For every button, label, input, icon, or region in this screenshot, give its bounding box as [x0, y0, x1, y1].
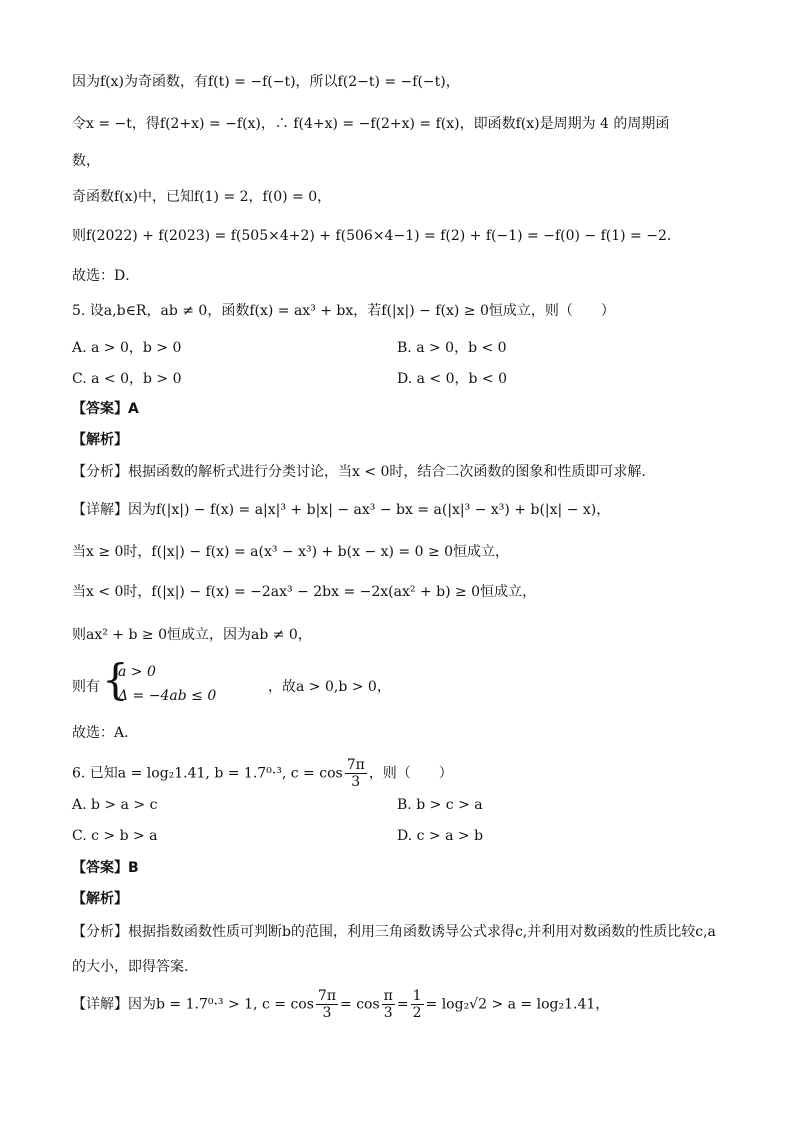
detail-mid: = cos	[340, 996, 380, 1013]
q6-tail: ，则（ ）	[368, 765, 453, 782]
system-label: 则有	[72, 679, 100, 695]
fraction	[345, 757, 367, 790]
question-6	[72, 757, 453, 790]
text-line: 当x ≥ 0时，f(|x|) − f(x) = a(x³ − x³) + b(x − x) = 0 ≥ 0恒成立，	[72, 544, 510, 560]
denominator: 3	[351, 774, 361, 790]
question-5: 5. 设a,b∈R，ab ≠ 0，函数f(x) = ax³ + bx，若f(|x|) − f(x) ≥ 0恒成立，则（ ）	[72, 303, 615, 319]
numerator: 7π	[317, 988, 337, 1004]
system-row: a > 0	[118, 664, 156, 680]
detail-lead: 【详解】因为b = 1.7⁰·³ > 1, c = cos	[72, 996, 314, 1013]
system-row: Δ = −4ab ≤ 0	[118, 688, 217, 704]
text-line: 奇函数f(x)中，已知f(1) = 2，f(0) = 0，	[72, 189, 332, 205]
system-conclusion: ，故a > 0,b > 0，	[268, 679, 391, 695]
numerator: 1	[412, 988, 422, 1004]
numerator: 7π	[346, 757, 365, 773]
option-d: D. a < 0，b < 0	[397, 371, 508, 387]
text-line: 因为f(x)为奇函数，有f(t) = −f(−t)，所以f(2−t) = −f(−t)，	[72, 74, 460, 90]
option-a: A. b > a > c	[72, 797, 158, 813]
system-rows	[118, 660, 216, 708]
option-c: C. c > b > a	[72, 828, 158, 844]
option-d: D. c > a > b	[397, 828, 484, 844]
analysis-text: 【分析】根据函数的解析式进行分类讨论，当x < 0时，结合二次函数的图象和性质即可求解.	[72, 464, 646, 480]
detail-text	[72, 988, 609, 1021]
text-line: 令x = −t，得f(2+x) = −f(x)，∴ f(4+x) = −f(2+x) = f(x)，即函数f(x)是周期为 4 的周期函	[72, 116, 670, 132]
answer-label: 【答案】A	[72, 401, 139, 417]
denominator: 3	[383, 1005, 393, 1021]
option-a: A. a > 0，b > 0	[72, 340, 182, 356]
detail-text: 【详解】因为f(|x|) − f(x) = a|x|³ + b|x| − ax³ − bx = a(|x|³ − x³) + b(|x| − x)，	[72, 502, 611, 518]
text-line: 则f(2022) + f(2023) = f(505×4+2) + f(506×4−1) = f(2) + f(−1) = −f(0) − f(1) = −2．	[72, 228, 681, 244]
detail-mid: =	[396, 996, 409, 1013]
text-line: 当x < 0时，f(|x|) − f(x) = −2ax³ − 2bx = −2x(ax² + b) ≥ 0恒成立，	[72, 584, 537, 600]
denominator: 3	[322, 1005, 332, 1021]
answer-label: 【答案】B	[72, 860, 139, 876]
denominator: 2	[412, 1005, 422, 1021]
text-line: 故选：A．	[72, 725, 139, 741]
option-b: B. a > 0，b < 0	[397, 340, 507, 356]
analysis-label: 【解析】	[72, 891, 128, 907]
option-b: B. b > c > a	[397, 797, 483, 813]
analysis-text: 的大小，即得答案.	[72, 959, 189, 975]
detail-tail: = log₂√2 > a = log₂1.41，	[425, 996, 610, 1013]
fraction	[316, 988, 338, 1021]
option-c: C. a < 0，b > 0	[72, 371, 182, 387]
text-line: 故选：D．	[72, 268, 140, 284]
fraction	[411, 988, 424, 1021]
text-line: 则ax² + b ≥ 0恒成立，因为ab ≠ 0，	[72, 627, 312, 643]
numerator: π	[383, 988, 393, 1004]
analysis-label: 【解析】	[72, 432, 128, 448]
text-line: 数，	[72, 153, 100, 169]
analysis-text: 【分析】根据指数函数性质可判断b的范围，利用三角函数诱导公式求得c,并利用对数函数的性质比较c,a	[72, 924, 716, 940]
fraction	[382, 988, 395, 1021]
q6-lead: 6. 已知a = log₂1.41, b = 1.7⁰·³, c = cos	[72, 765, 343, 782]
brace-symbol: {	[102, 655, 129, 704]
